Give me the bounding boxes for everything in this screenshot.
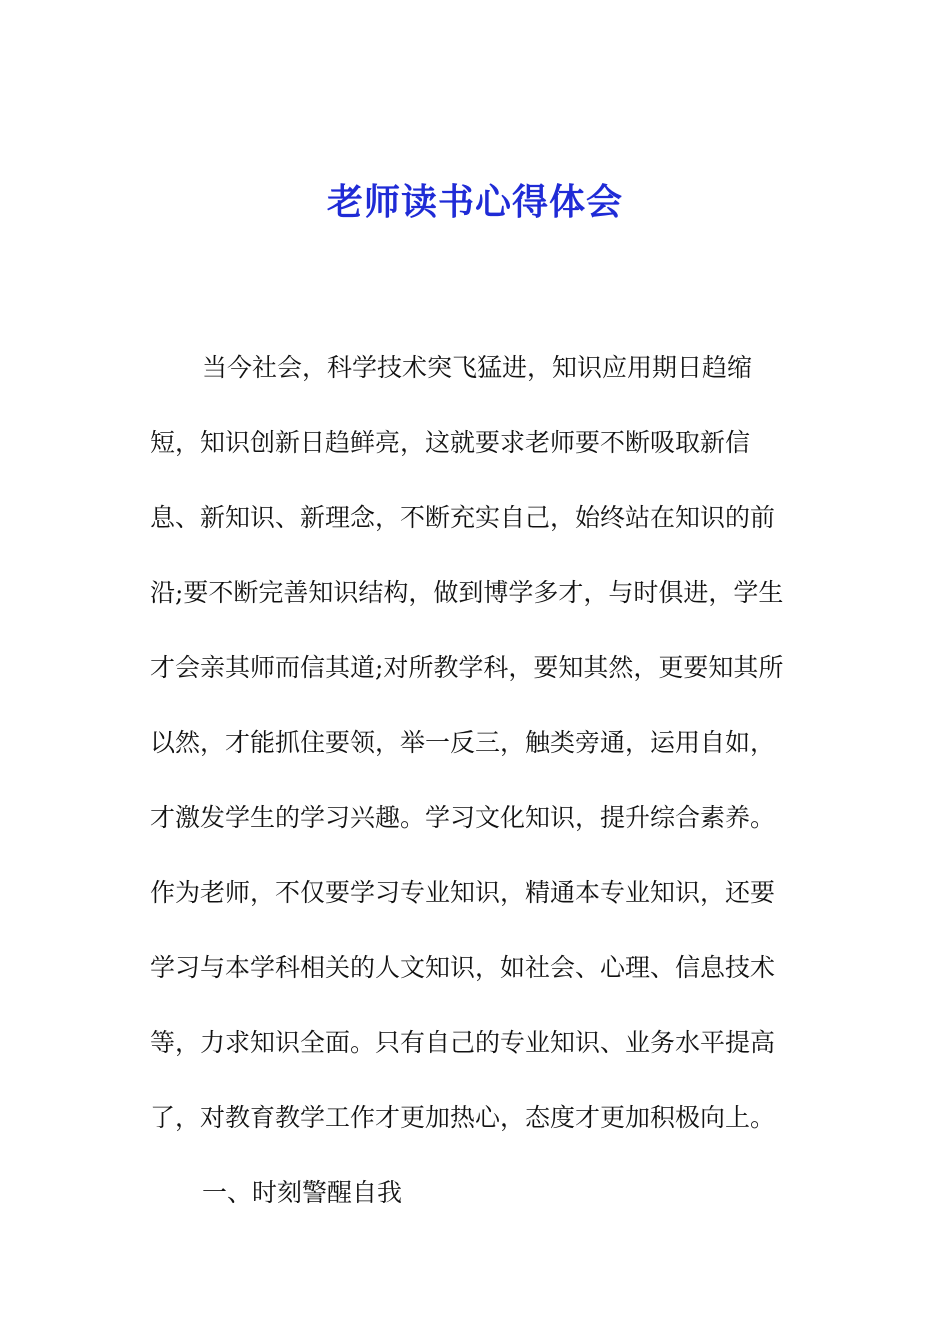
paragraph-line: 沿;要不断完善知识结构，做到博学多才，与时俱进，学生 (150, 578, 784, 607)
paragraph-line: 等，力求知识全面。只有自己的专业知识、业务水平提高 (150, 1028, 776, 1057)
paragraph-line: 了，对教育教学工作才更加热心，态度才更加积极向上。 (150, 1103, 776, 1132)
paragraph-line: 才激发学生的学习兴趣。学习文化知识，提升综合素养。 (150, 803, 776, 832)
paragraph-line: 学习与本学科相关的人文知识，如社会、心理、信息技术 (150, 953, 776, 982)
document-title: 老师读书心得体会 (326, 181, 623, 223)
paragraph-line: 以然，才能抓住要领，举一反三，触类旁通，运用自如， (150, 728, 776, 757)
paragraph-line: 当今社会，科学技术突飞猛进，知识应用期日趋缩 (202, 353, 753, 382)
section-heading: 一、时刻警醒自我 (202, 1178, 403, 1207)
document-body (150, 330, 810, 1230)
paragraph-line: 短，知识创新日趋鲜亮，这就要求老师要不断吸取新信 (150, 428, 751, 457)
paragraph-line: 息、新知识、新理念，不断充实自己，始终站在知识的前 (150, 503, 776, 532)
paragraph-line: 作为老师，不仅要学习专业知识，精通本专业知识，还要 (150, 878, 776, 907)
paragraph-line: 才会亲其师而信其道;对所教学科，要知其然，更要知其所 (150, 653, 784, 682)
